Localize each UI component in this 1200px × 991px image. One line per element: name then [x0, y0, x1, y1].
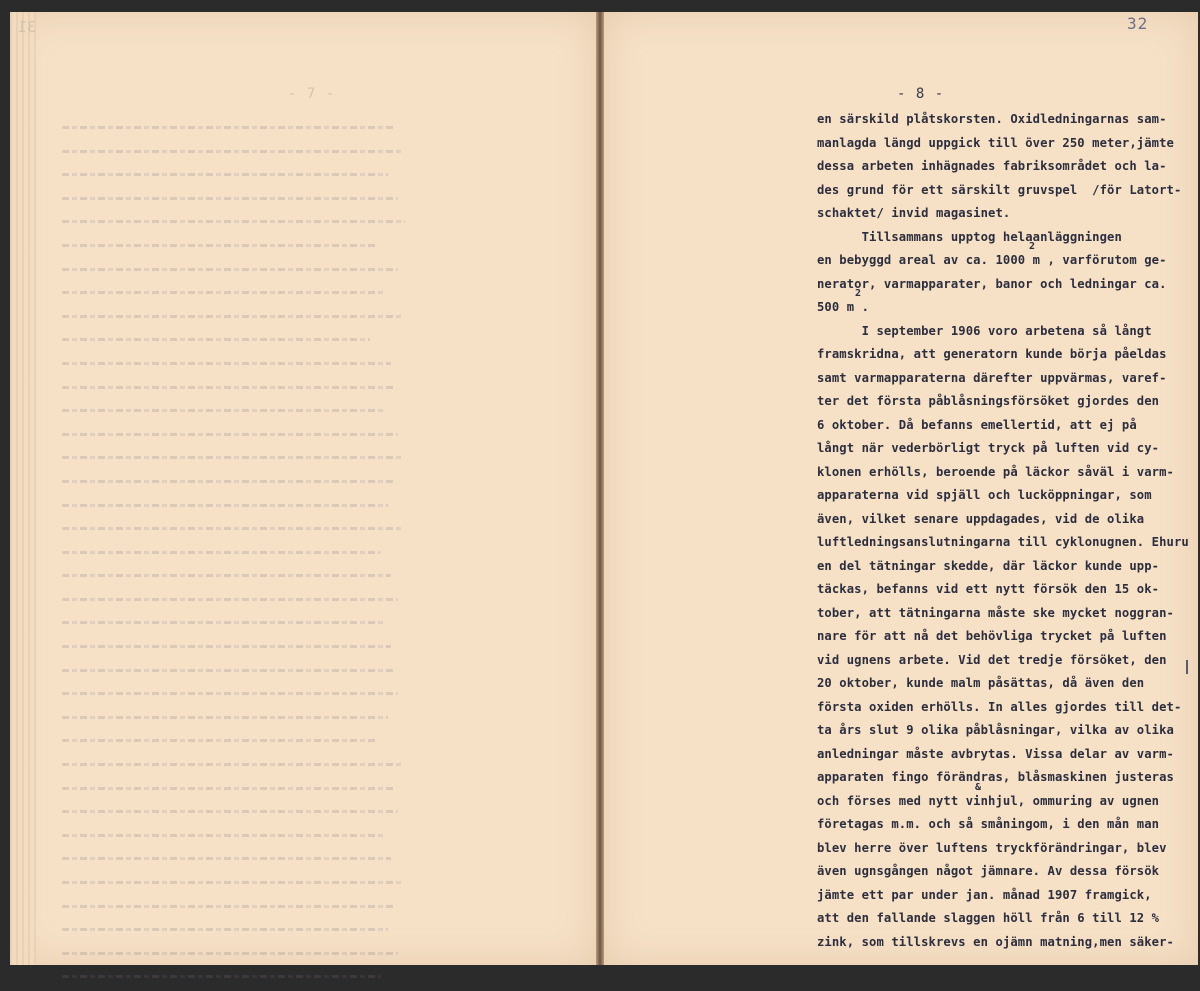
text-line: 20 oktober, kunde malm påsättas, då även den — [817, 676, 1145, 690]
left-page-number: - 7 - — [288, 86, 336, 102]
right-page-number: - 8 - — [897, 86, 945, 102]
bleed-line — [62, 881, 402, 884]
left-page-edges — [10, 12, 36, 965]
text-line: ta års slut 9 olika påblåsningar, vilka av olika — [817, 723, 1174, 737]
bleed-line — [62, 504, 388, 507]
text-line: en särskild plåtskorsten. Oxidledningarnas sam- — [817, 112, 1167, 126]
text-line: företagas m.m. och så småningom, i den mån man — [817, 817, 1160, 831]
bleed-line — [62, 574, 391, 577]
bleed-line — [62, 173, 388, 176]
text-line: Tillsammans upptog helaanläggningen — [817, 229, 1122, 244]
text-line: blev herre över luftens tryckförändringar, blev — [817, 840, 1167, 855]
text-line: täckas, befanns vid ett nytt försök den 15 ok- — [817, 582, 1160, 596]
text-line: apparaterna vid spjäll och lucköppningar, som — [817, 488, 1152, 502]
text-line: apparaten fingo förändras, blåsmaskinen justeras — [817, 770, 1174, 784]
bleed-line — [62, 669, 395, 672]
text-line: framskridna, att generatorn kunde börja påeldas — [817, 347, 1167, 361]
bleed-line — [62, 692, 398, 695]
bleed-line — [62, 338, 370, 341]
bleed-line — [62, 716, 388, 719]
text-line: dessa arbeten inhägnades fabriksområdet och la- — [817, 159, 1167, 173]
bleed-line — [62, 928, 388, 931]
bleed-line — [62, 291, 384, 294]
bleed-line — [62, 598, 398, 601]
text-line: ter det första påblåsningsförsöket gjordes den — [817, 394, 1160, 408]
bleed-line — [62, 787, 395, 790]
text-line: vid ugnens arbete. Vid det tredje försöket, den — [817, 652, 1167, 667]
bleed-line — [62, 362, 391, 365]
text-line: en del tätningar skedde, där läckor kunde upp- — [817, 558, 1160, 573]
text-line: även ugnsgången något jämnare. Av dessa försök — [817, 864, 1160, 878]
bleed-line — [62, 857, 391, 860]
bleed-line — [62, 150, 402, 153]
text-line: manlagda längd uppgick till över 250 meter,jämte — [817, 135, 1174, 150]
text-line: luftledningsanslutningarna till cyklonugnen. Ehuru — [817, 535, 1189, 549]
bleed-line — [62, 315, 402, 318]
text-line: & och förses med nytt vinhjul, ommuring av ugnen — [817, 781, 1160, 808]
text-line: även, vilket senare uppdagades, vid de olika — [817, 511, 1145, 526]
bleed-line — [62, 220, 405, 223]
margin-mark — [1186, 660, 1188, 674]
text-line: att den fallande slaggen höll från 6 till 12 % — [817, 911, 1160, 925]
text-line: zink, som tillskrevs en ojämn matning,men säker- — [817, 934, 1174, 949]
bleed-line — [62, 810, 398, 813]
bleed-line — [62, 197, 398, 200]
bleed-line — [62, 739, 377, 742]
text-line: nare för att nå det behövliga trycket på luften — [817, 629, 1167, 643]
mirrored-archive-number: 31 — [18, 18, 37, 36]
text-line: första oxiden erhölls. In alles gjordes till det- — [817, 699, 1182, 714]
bleed-line — [62, 480, 395, 483]
text-line: anledningar måste avbrytas. Vissa delar av varm- — [817, 746, 1174, 761]
text-line: nerator, varmapparater, banor och ledningar ca. — [817, 276, 1167, 291]
bleed-line — [62, 905, 395, 908]
bleed-line — [62, 409, 384, 412]
book-gutter — [596, 12, 604, 965]
text-line: 2 en bebyggd areal av ca. 1000 m , varförutom ge- — [817, 241, 1167, 267]
text-line: jämte ett par under jan. månad 1907 framgick, — [817, 887, 1152, 902]
bleed-line — [62, 386, 395, 389]
text-line: des grund för ett särskilt gruvspel /för Latort- — [817, 182, 1182, 197]
text-line: 6 oktober. Då befanns emellertid, att ej på — [817, 417, 1137, 432]
bleed-line — [62, 244, 377, 247]
archive-number: 32 — [1127, 14, 1149, 33]
bleed-line — [62, 834, 384, 837]
text-line: I september 1906 voro arbetena så långt — [817, 323, 1152, 338]
bleed-line — [62, 126, 395, 129]
text-line: tober, att tätningarna måste ske mycket noggran- — [817, 605, 1174, 620]
bleed-line — [62, 551, 381, 554]
bleed-line — [62, 952, 398, 955]
bleed-line — [62, 527, 402, 530]
bleed-line — [62, 763, 402, 766]
text-line: 2 500 m . — [817, 288, 870, 314]
text-line: samt varmapparaterna därefter uppvärmas, varef- — [817, 370, 1167, 385]
page-8-body — [817, 108, 1189, 954]
bleed-line — [62, 645, 391, 648]
bleed-line — [62, 621, 384, 624]
bleed-line — [62, 268, 398, 271]
text-line: schaktet/ invid magasinet. — [817, 206, 1011, 220]
bleed-line — [62, 433, 398, 436]
bleed-line — [62, 456, 402, 459]
bleed-through-text — [62, 118, 412, 991]
text-line: långt när vederbörligt tryck på luften vid cy- — [817, 441, 1160, 455]
bleed-line — [62, 975, 381, 978]
text-line: klonen erhölls, beroende på läckor såväl i varm- — [817, 464, 1174, 479]
